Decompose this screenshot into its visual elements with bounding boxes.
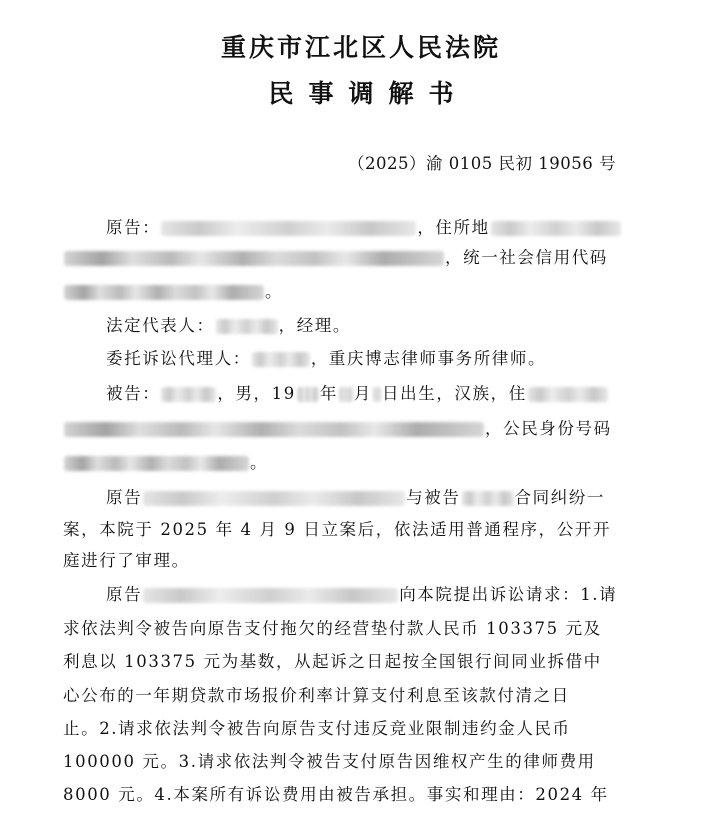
- text-segment: 月: [353, 384, 373, 403]
- text-segment: ，男，19: [217, 384, 296, 403]
- text-segment: ，统一社会信用代码: [445, 248, 608, 267]
- redacted-text-block: [64, 251, 444, 266]
- text-segment: 原告: [106, 585, 143, 604]
- text-line: [63, 718, 571, 740]
- text-segment: 日出生，汉族，住: [382, 384, 527, 403]
- text-line: [63, 784, 609, 806]
- redacted-text-block: [161, 387, 216, 402]
- text-segment: 法定代表人：: [106, 316, 215, 335]
- text-line: [63, 550, 190, 572]
- text-line: [106, 315, 351, 337]
- redacted-text-block: [216, 319, 278, 334]
- text-segment: 庭进行了审理。: [63, 551, 190, 570]
- text-line: [106, 383, 609, 405]
- redacted-text-block: [161, 221, 416, 236]
- court-name: 重庆市江北区人民法院: [220, 33, 501, 62]
- text-segment: 案，本院于 2025 年 4 月 9 日立案后，依法适用普通程序，公开开: [63, 520, 612, 539]
- text-line: [63, 751, 596, 773]
- text-segment: 求依法判令被告向原告支付拖欠的经营垫付款人民币 103375 元及: [63, 619, 602, 638]
- redacted-text-block: [64, 456, 249, 471]
- text-segment: 止。2.请求依法判令被告向原告支付违反竞业限制违约金人民币: [63, 719, 571, 738]
- document-type-title: 民事调解书: [268, 79, 469, 108]
- text-segment: 被告：: [106, 384, 161, 403]
- redacted-text-block: [373, 387, 381, 402]
- text-line: [63, 651, 602, 673]
- text-segment: 心公布的一年期贷款市场报价利率计算支付利息至该款付清之日: [63, 686, 570, 705]
- text-segment: 合同纠纷一: [514, 488, 606, 507]
- text-segment: ，公民身份号码: [485, 419, 612, 438]
- redacted-text-block: [462, 491, 514, 506]
- text-segment: 100000 元。3.请求依法判令被告支付原告因维权产生的律师费用: [63, 752, 596, 771]
- redacted-text-block: [64, 422, 484, 437]
- text-segment: 8000 元。4.本案所有诉讼费用由被告承担。事实和理由：2024 年: [63, 785, 609, 804]
- text-segment: 原告: [106, 488, 143, 507]
- text-line: [63, 452, 268, 474]
- text-segment: 与被告: [406, 488, 461, 507]
- redacted-text-block: [339, 387, 353, 402]
- redacted-text-block: [143, 588, 398, 603]
- redacted-text-block: [297, 387, 319, 402]
- redacted-text-block: [491, 221, 621, 236]
- text-segment: ，重庆博志律师事务所律师。: [310, 349, 547, 368]
- text-segment: 原告：: [106, 218, 161, 237]
- text-line: [106, 584, 617, 606]
- text-line: [63, 685, 570, 707]
- text-line: [106, 217, 622, 239]
- text-segment: 。: [265, 282, 284, 301]
- text-line: [63, 281, 283, 303]
- redacted-text-block: [528, 387, 608, 402]
- redacted-text-block: [143, 491, 405, 506]
- redacted-text-block: [64, 285, 264, 300]
- text-segment: 利息以 103375 元为基数，从起诉之日起按全国银行间同业拆借中: [63, 652, 602, 671]
- text-line: [106, 487, 605, 509]
- text-line: [63, 418, 612, 440]
- text-segment: 委托诉讼代理人：: [106, 349, 251, 368]
- text-line: [63, 618, 602, 640]
- text-line: [106, 348, 546, 370]
- redacted-text-block: [252, 352, 310, 367]
- text-line: [63, 519, 611, 541]
- case-number: （2025）渝 0105 民初 19056 号: [348, 154, 616, 173]
- text-segment: 年: [319, 384, 338, 403]
- text-segment: 。: [250, 453, 269, 472]
- text-segment: ，经理。: [278, 316, 352, 335]
- text-line: [63, 247, 608, 269]
- text-segment: 向本院提出诉讼请求：1.请: [399, 585, 618, 604]
- text-segment: ，住所地: [417, 218, 490, 237]
